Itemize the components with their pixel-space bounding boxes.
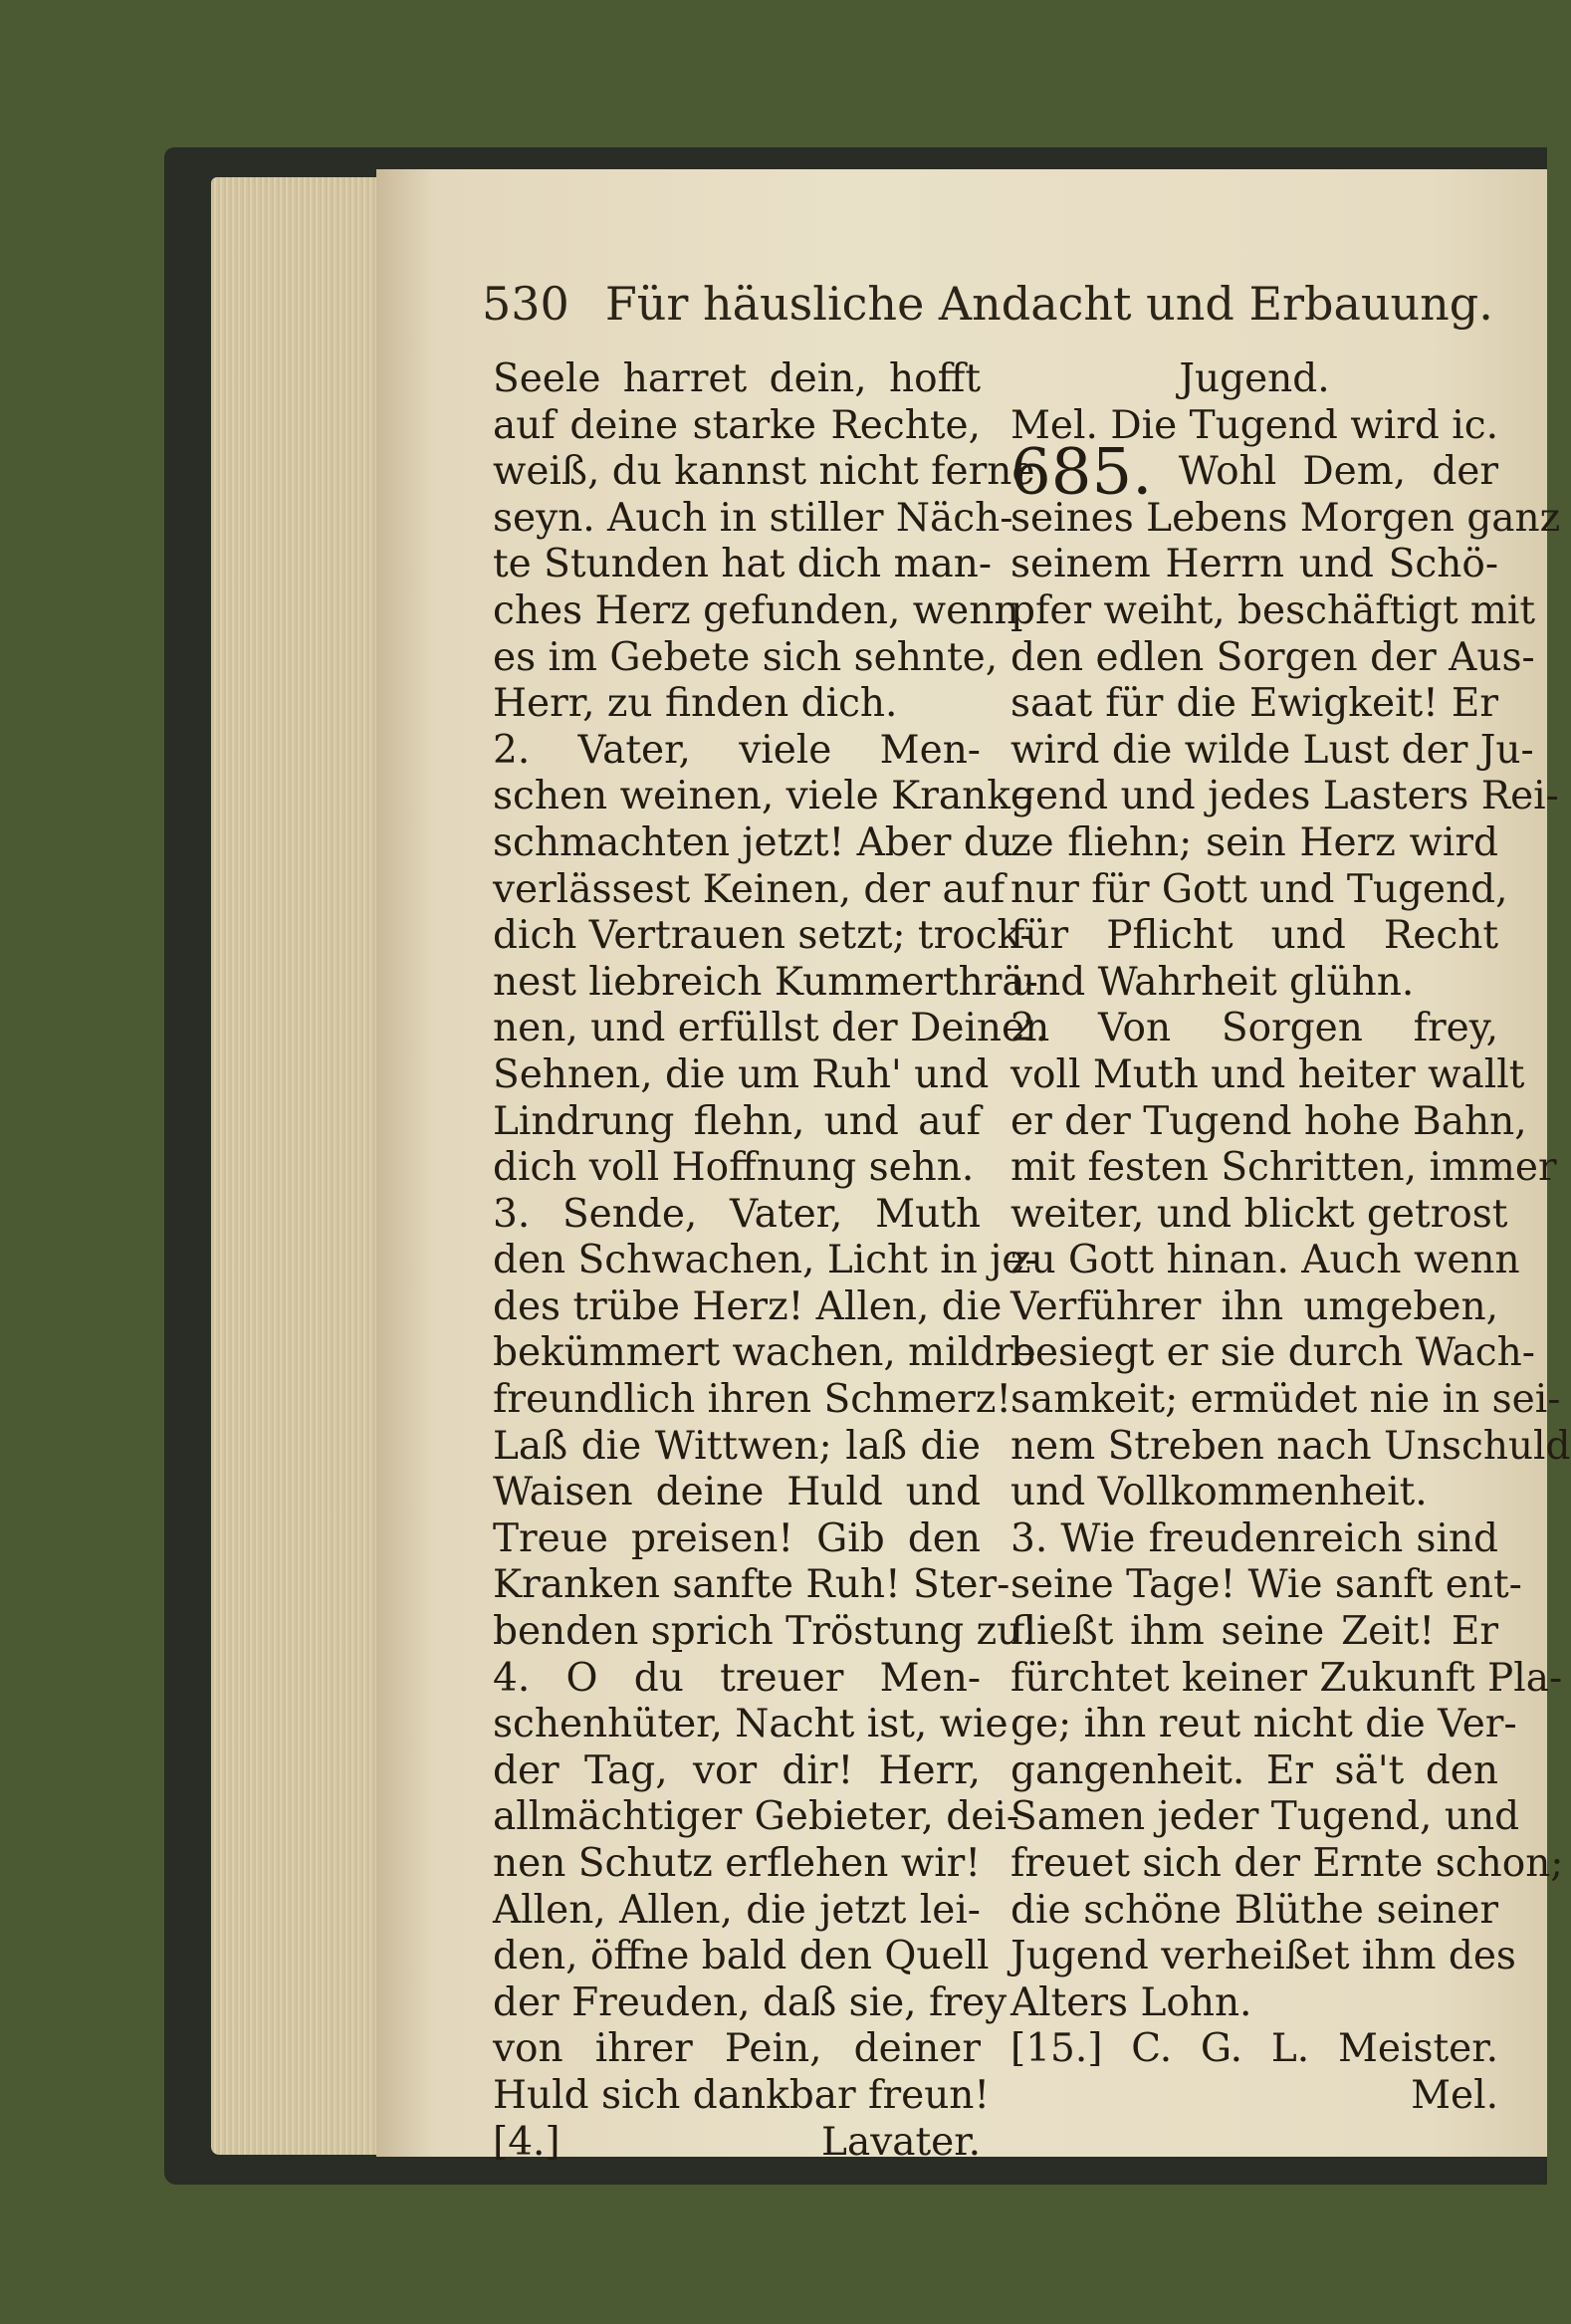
page-number: 530 (482, 277, 569, 331)
right-line: Verführer ihn umgeben, (1010, 1283, 1498, 1329)
right-line: samkeit; ermüdet nie in sei- (1010, 1377, 1561, 1423)
hymn-number: 685. (1010, 435, 1153, 510)
right-line: mit festen Schritten, immer (1010, 1145, 1557, 1191)
left-line: nen, und erfüllst der Deinen (493, 1006, 1050, 1051)
right-line: und Wahrheit glühn. (1010, 959, 1415, 1005)
left-line: dich voll Hoffnung sehn. (493, 1145, 975, 1191)
left-column (493, 356, 1050, 2166)
right-line: gend und jedes Lasters Rei- (1010, 774, 1559, 819)
page-edges (211, 177, 390, 2155)
left-line: Waisen deine Huld und (493, 1470, 981, 1515)
left-line: Lindrung flehn, und auf (493, 1098, 981, 1144)
left-line: te Stunden hat dich man- (493, 542, 993, 587)
right-line: Alters Lohn. (1010, 1979, 1252, 2025)
left-line: seyn. Auch in stiller Näch- (493, 495, 1013, 541)
left-line: 2. Vater, viele Men- (493, 727, 981, 773)
left-line: Treue preisen! Gib den (493, 1515, 981, 1561)
left-line: freundlich ihren Schmerz! (493, 1377, 1012, 1423)
left-line: den, öffne bald den Quell (493, 1934, 990, 1979)
left-line: Herr, zu finden dich. (493, 681, 898, 727)
melody-line: Mel. Die Tugend wird ic. (1010, 402, 1498, 448)
right-line: Samen jeder Tugend, und (1010, 1794, 1520, 1840)
right-line: freuet sich der Ernte schon; (1010, 1841, 1564, 1886)
left-line: schenhüter, Nacht ist, wie (493, 1702, 1009, 1747)
left-line: benden sprich Tröstung zu! (493, 1609, 1037, 1655)
right-line: besiegt er sie durch Wach- (1010, 1330, 1535, 1376)
right-line: seines Lebens Morgen ganz (1010, 495, 1561, 541)
right-line: Jugend verheißet ihm des (1010, 1934, 1516, 1979)
right-line: pfer weiht, beschäftigt mit (1010, 587, 1536, 633)
right-line: ge; ihn reut nicht die Ver- (1010, 1702, 1517, 1747)
hymn-first-line (1010, 435, 1499, 510)
left-line: 4. O du treuer Men- (493, 1655, 981, 1701)
right-line: 3. Wie freudenreich sind (1010, 1515, 1498, 1561)
right-line: gangenheit. Er sä't den (1010, 1747, 1498, 1793)
right-line: weiter, und blickt getrost (1010, 1191, 1508, 1237)
left-line: nen Schutz erflehen wir! (493, 1841, 981, 1886)
left-line: des trübe Herz! Allen, die (493, 1283, 1003, 1329)
right-line: die schöne Blüthe seiner (1010, 1887, 1498, 1933)
right-line: saat für die Ewigkeit! Er (1010, 681, 1498, 727)
left-line: von ihrer Pein, deiner (493, 2026, 981, 2072)
right-line: voll Muth und heiter wallt (1010, 1051, 1525, 1097)
left-line: bekümmert wachen, mildre (493, 1330, 1036, 1376)
left-line: verlässest Keinen, der auf (493, 866, 1006, 912)
left-line: allmächtiger Gebieter, dei- (493, 1794, 1019, 1840)
left-line: Seele harret dein, hofft (493, 356, 981, 401)
right-line: er der Tugend hohe Bahn, (1010, 1098, 1527, 1144)
right-line: ze fliehn; sein Herz wird (1010, 819, 1498, 865)
left-line: schen weinen, viele Kranke (493, 774, 1034, 819)
header-title: Für häusliche Andacht und Erbauung. (604, 277, 1493, 331)
right-line: [15.] C. G. L. Meister. (1010, 2026, 1498, 2072)
left-line: dich Vertrauen setzt; trock- (493, 913, 1033, 959)
right-line: fließt ihm seine Zeit! Er (1010, 1609, 1498, 1655)
right-line: fürchtet keiner Zukunft Pla- (1010, 1655, 1563, 1701)
left-line: auf deine starke Rechte, (493, 402, 981, 448)
left-line: den Schwachen, Licht in je- (493, 1238, 1038, 1283)
left-line: Laß die Wittwen; laß die (493, 1423, 981, 1469)
right-line: 2. Von Sorgen frey, (1010, 1006, 1498, 1051)
right-column (1010, 356, 1571, 2120)
right-line: wird die wilde Lust der Ju- (1010, 727, 1534, 773)
right-line: für Pflicht und Recht (1010, 913, 1498, 959)
right-line: seinem Herrn und Schö- (1010, 542, 1498, 587)
running-header (482, 267, 1493, 341)
left-line: Huld sich dankbar freun! (493, 2072, 991, 2118)
catchword: Mel. (1411, 2072, 1498, 2118)
right-line: den edlen Sorgen der Aus- (1010, 634, 1535, 680)
left-line: schmachten jetzt! Aber du (493, 819, 1013, 865)
right-line: und Vollkommenheit. (1010, 1470, 1428, 1515)
left-line: Sehnen, die um Ruh' und (493, 1051, 990, 1097)
left-line: es im Gebete sich sehnte, (493, 634, 999, 680)
right-line: zu Gott hinan. Auch wenn (1010, 1238, 1520, 1283)
left-line: weiß, du kannst nicht ferne (493, 449, 1035, 495)
right-line: nur für Gott und Tugend, (1010, 866, 1508, 912)
left-line: Allen, Allen, die jetzt lei- (493, 1887, 981, 1933)
left-line: 3. Sende, Vater, Muth (493, 1191, 981, 1237)
right-lines (1010, 495, 1571, 2073)
left-line: der Tag, vor dir! Herr, (493, 1747, 981, 1793)
right-line: nem Streben nach Unschuld (1010, 1423, 1571, 1469)
hymn-first-words: Wohl Dem, der (1178, 449, 1499, 495)
section-title: Jugend. (1179, 356, 1330, 401)
left-line: [4.] Lavater. (493, 2119, 981, 2165)
left-line: der Freuden, daß sie, frey (493, 1979, 1008, 2025)
left-line: nest liebreich Kummerthrä- (493, 959, 1038, 1005)
left-line: ches Herz gefunden, wenn (493, 587, 1019, 633)
right-line: seine Tage! Wie sanft ent- (1010, 1562, 1522, 1608)
left-line: Kranken sanfte Ruh! Ster- (493, 1562, 1010, 1608)
